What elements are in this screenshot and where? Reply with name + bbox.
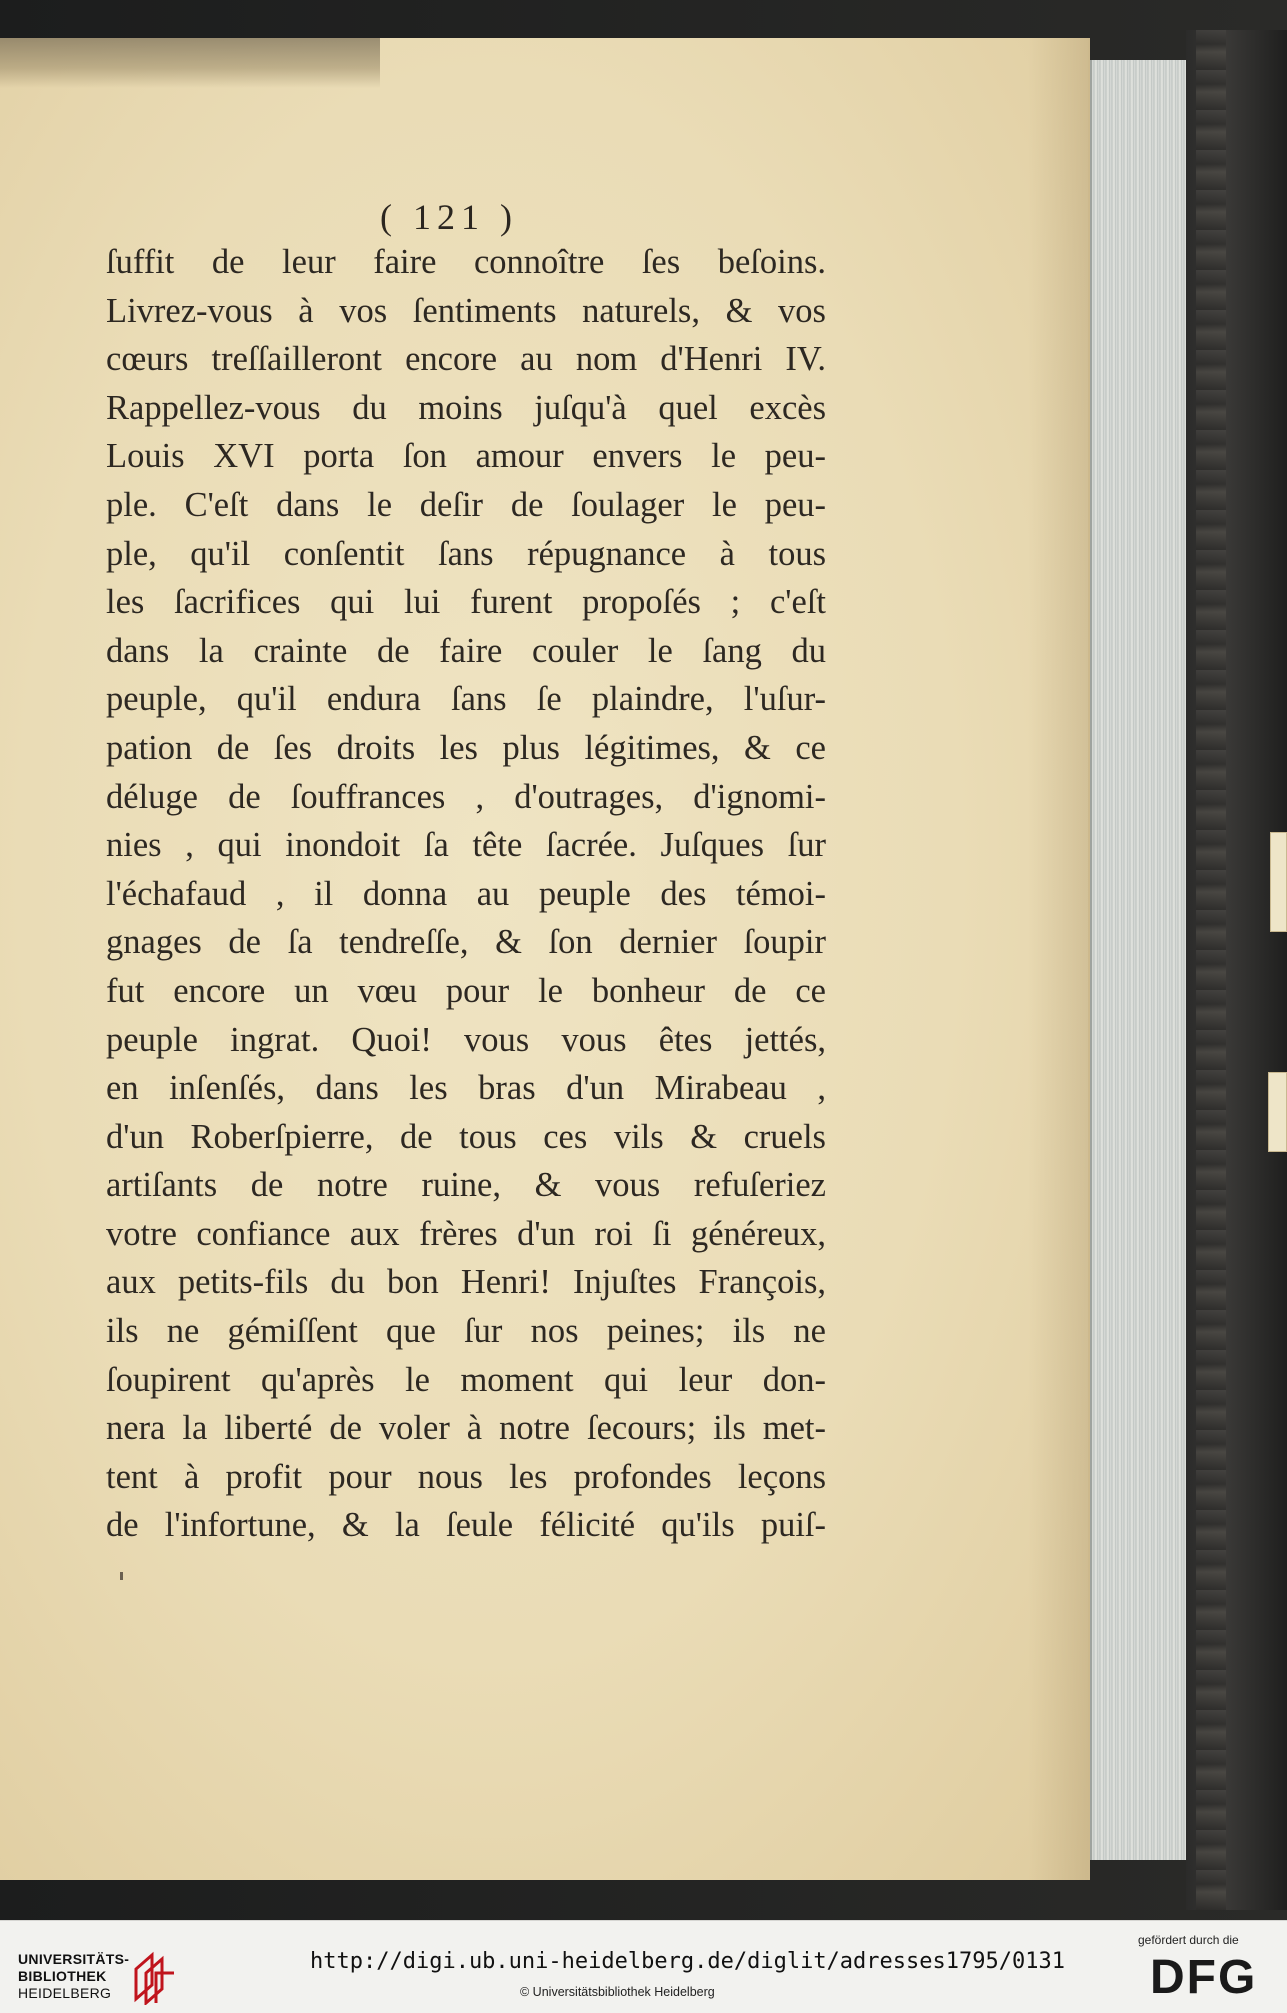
text-line: pation de ſes droits les plus légitimes, & ce [106,728,826,767]
dfg-logo-text: DFG [1150,1953,1258,1999]
text-line: aux petits-fils du bon Henri! Injuſtes François, [106,1263,826,1302]
text-line: ple, qu'il conſentit ſans répugnance à tous [106,534,826,573]
page-marker-tab [1270,832,1287,932]
dfg-logo-icon[interactable] [1150,1953,1274,1999]
text-line: peuple, qu'il endura ſans ſe plaindre, l'uſur- [106,680,826,719]
logo-text-line: UNIVERSITÄTS- [18,1951,130,1967]
text-line: ils ne gémiſſent que ſur nos peines; ils ne [106,1312,826,1351]
text-line: Livrez-vous à vos ſentiments naturels, & vos [106,291,826,330]
text-line: l'échafaud , il donna au peuple des témoi- [106,874,826,913]
text-line: nies , qui inondoit ſa tête ſacrée. Juſques ſur [106,826,826,865]
library-emblem-icon [132,1949,178,2005]
permalink-url[interactable]: http://digi.ub.uni-heidelberg.de/diglit/adresses1795/0131 [310,1949,1065,1974]
text-line: les ſacrifices qui lui furent propoſés ; c'eſt [106,583,826,622]
page-edges [1090,60,1186,1860]
text-line: en inſenſés, dans les bras d'un Mirabeau , [106,1069,826,1108]
text-line: votre confiance aux frères d'un roi ſi généreux, [106,1214,826,1253]
text-line: gnages de ſa tendreſſe, & ſon dernier ſoupir [106,923,826,962]
text-line: dans la crainte de faire couler le ſang du [106,631,826,670]
text-line: Louis XVI porta ſon amour envers le peu- [106,437,826,476]
text-line: ſoupirent qu'après le moment qui leur don- [106,1360,826,1399]
viewer-footer [0,1920,1287,2013]
text-line: d'un Roberſpierre, de tous ces vils & cruels [106,1117,826,1156]
text-line: fut encore un vœu pour le bonheur de ce [106,971,826,1010]
text-line: ſuffit de leur faire connoître ſes beſoins. [106,243,826,281]
text-line: cœurs treſſailleront encore au nom d'Henri IV. [106,340,826,379]
book-cover-edge [1186,30,1287,1910]
copyright-notice: © Universitätsbibliothek Heidelberg [520,1985,715,1999]
page-marker-tab [1268,1072,1287,1152]
text-line: peuple ingrat. Quoi! vous vous êtes jettés, [106,1020,826,1059]
sponsor-label: gefördert durch die [1138,1933,1239,1947]
text-line: de l'infortune, & la ſeule félicité qu'ils puiſ- [106,1506,826,1545]
text-line: tent à profit pour nous les profondes leçons [106,1457,826,1496]
text-line: déluge de ſouffrances , d'outrages, d'ignomi- [106,777,826,816]
logo-text-line: BIBLIOTHEK [18,1968,107,1984]
ink-mark [120,1572,123,1580]
logo-text-line: HEIDELBERG [18,1985,112,2001]
text-line: ple. C'eſt dans le deſir de ſoulager le peu- [106,485,826,524]
page-body-text [106,238,826,1550]
text-line: Rappellez-vous du moins juſqu'à quel excès [106,388,826,427]
page-stain [0,38,380,88]
page-number: ( 121 ) [380,197,518,237]
text-line: nera la liberté de voler à notre ſecours; ils met- [106,1409,826,1448]
text-line: artiſants de notre ruine, & vous refuſeriez [106,1166,826,1205]
